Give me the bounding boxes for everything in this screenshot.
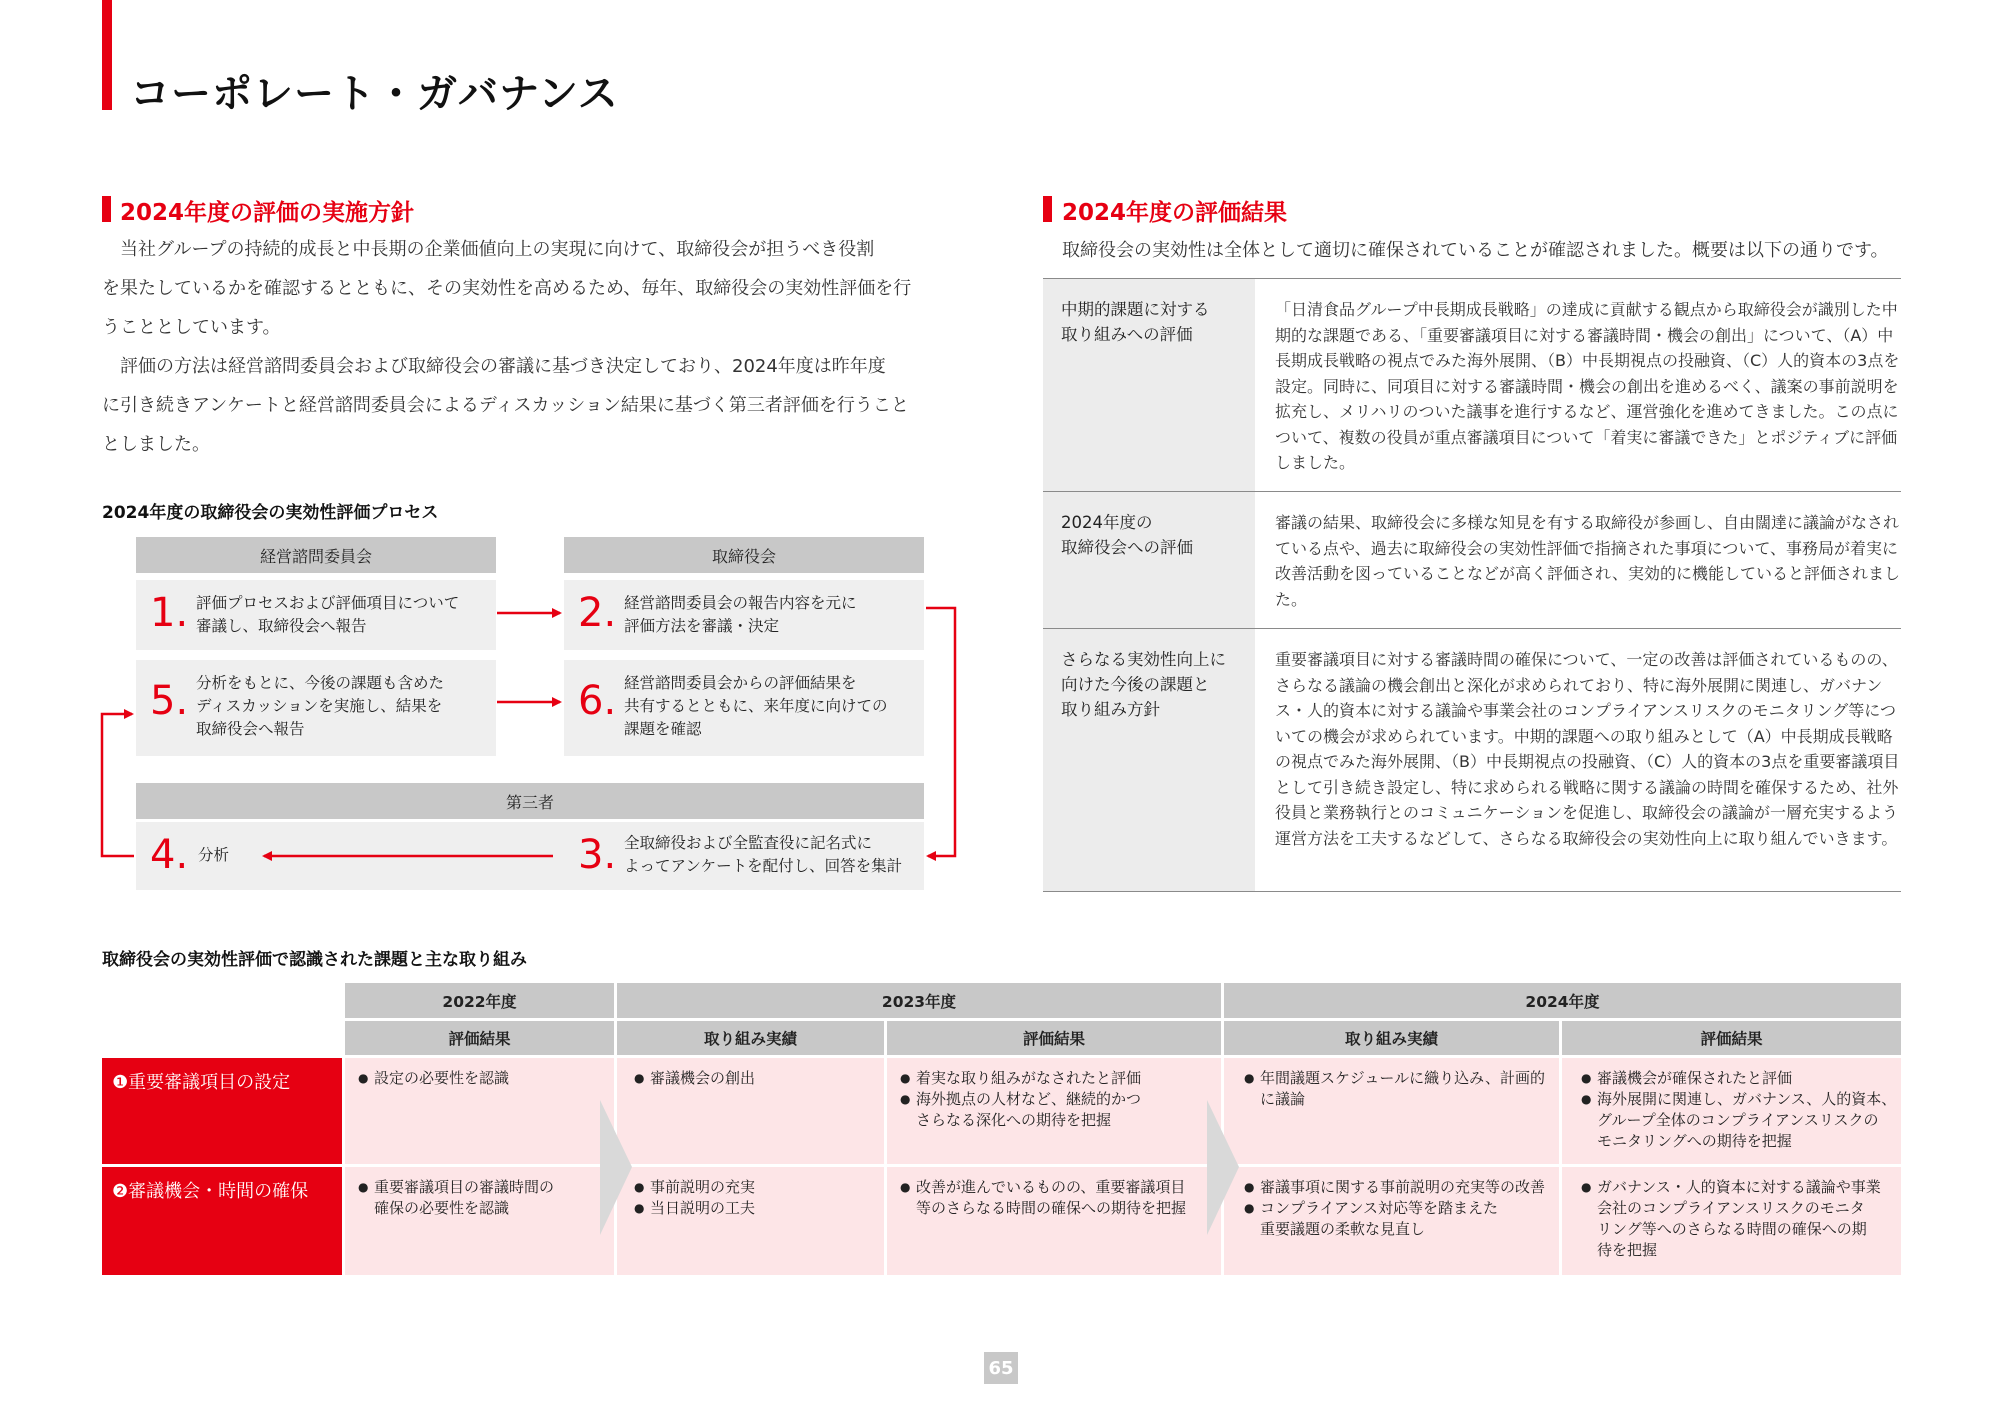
step-text: 分析 <box>198 846 230 864</box>
policy-line: 当社グループの持続的成長と中長期の企業価値向上の実現に向けて、取締役会が担うべき役割 <box>102 239 875 260</box>
subheader-actions-2023: 取り組み実績 <box>617 1021 884 1055</box>
bullet-item: ● 海外拠点の人材など、継続的かつ さらなる深化への期待を把握 <box>900 1089 1141 1131</box>
group-label-advisory: 経営諮問委員会 <box>136 537 496 573</box>
page-number: 65 <box>984 1352 1018 1384</box>
issue-bullets <box>358 1177 554 1219</box>
step-number: 6. <box>578 678 617 724</box>
bullet-item: ● コンプライアンス対応等を踏まえた 重要議題の柔軟な見直し <box>1244 1198 1545 1240</box>
bullet-item: ● ガバナンス・人的資本に対する議論や事業 会社のコンプライアンスリスクのモニタ リング等へのさらなる時間の確保への期 待を把握 <box>1581 1177 1881 1261</box>
bullet-item: ● 審議機会が確保されたと評価 <box>1581 1068 1896 1089</box>
results-heading: 2024年度の評価結果 <box>1062 200 1288 226</box>
issue-bullets <box>900 1068 1141 1131</box>
step-number: 3. <box>578 832 617 878</box>
policy-line: を果たしているかを確認するとともに、その実効性を高めるため、毎年、取締役会の実効性評価を行 <box>102 278 912 299</box>
subheader-actions-2024: 取り組み実績 <box>1224 1021 1559 1055</box>
issue-row-label: ❷審議機会・時間の確保 <box>102 1167 342 1275</box>
issue-row-label: ❶重要審議項目の設定 <box>102 1058 342 1164</box>
page-title: コーポレート・ガバナンス <box>130 71 619 117</box>
step-text: 分析をもとに、今後の課題も含めた ディスカッションを実施し、結果を 取締役会へ報告 <box>196 674 445 738</box>
chevron-right-icon <box>600 1100 632 1235</box>
step-number: 4. <box>150 832 189 878</box>
issue-bullets <box>1244 1177 1545 1240</box>
bullet-item: ● 海外展開に関連し、ガバナンス、人的資本、 グループ全体のコンプライアンスリスクの モニタリングへの期待を把握 <box>1581 1089 1896 1152</box>
step-text: 経営諮問委員会の報告内容を元に 評価方法を審議・決定 <box>624 594 857 635</box>
year-header-2023: 2023年度 <box>617 983 1221 1018</box>
results-row-body: 重要審議項目に対する審議時間の確保について、一定の改善は評価されているものの、さらなる議論の機会創出と深化が求められており、特に海外展開に関連し、ガバナンス・人的資本に対する議論や事業会社のコンプライアンスリスクのモニタリング等についての機会が求められています。中期的課題への取り組みとして（A）中長期成長戦略の視点でみた海外展開、（B）中長期視点の投融資、（C）人的資本の3点を重要審議項目として引き続き設定し、特に求められる戦略に関する議論の時間を確保するため、社外役員と業務執行とのコミュニケーションを促進し、取締役会の議論が一層充実するよう運営方法を工夫するなどして、さらなる取締役会の実効性向上に取り組んでいきます。 <box>1275 650 1900 848</box>
issues-heading: 取締役会の実効性評価で認識された課題と主な取り組み <box>102 950 527 970</box>
bullet-item: ● 年間議題スケジュールに織り込み、計画的 に議論 <box>1244 1068 1545 1110</box>
issue-bullets <box>900 1177 1186 1219</box>
results-row-body: 審議の結果、取締役会に多様な知見を有する取締役が参画し、自由闊達に議論がなされている点や、過去に取締役会の実効性評価で指摘された事項について、事務局が着実に改善活動を図っていることなどが高く評価され、実効的に機能していると評価されました。 <box>1275 513 1900 609</box>
process-heading: 2024年度の取締役会の実効性評価プロセス <box>102 503 439 523</box>
step-number: 2. <box>578 590 617 636</box>
issue-bullets <box>1581 1068 1896 1152</box>
bullet-item: ● 事前説明の充実 <box>634 1177 755 1198</box>
results-intro: 取締役会の実効性は全体として適切に確保されていることが確認されました。概要は以下の通りです。 <box>1062 240 1889 261</box>
policy-line: 評価の方法は経営諮問委員会および取締役会の審議に基づき決定しており、2024年度は昨年度 <box>102 356 886 377</box>
step-text: 経営諮問委員会からの評価結果を 共有するとともに、来年度に向けての 課題を確認 <box>624 674 888 738</box>
results-row-label: 中期的課題に対する 取り組みへの評価 <box>1043 279 1255 491</box>
bullet-item: ● 改善が進んでいるものの、重要審議項目 等のさらなる時間の確保への期待を把握 <box>900 1177 1186 1219</box>
results-row-label: さらなる実効性向上に 向けた今後の課題と 取り組み方針 <box>1043 629 1255 891</box>
subheader-evaluation-2024: 評価結果 <box>1562 1021 1901 1055</box>
step-text: 評価プロセスおよび評価項目について 審議し、取締役会へ報告 <box>196 594 460 635</box>
subheader-evaluation-2023: 評価結果 <box>887 1021 1221 1055</box>
policy-line: うこととしています。 <box>102 317 281 338</box>
bullet-item: ● 審議事項に関する事前説明の充実等の改善 <box>1244 1177 1545 1198</box>
year-header-2024: 2024年度 <box>1224 983 1901 1018</box>
policy-line: としました。 <box>102 434 210 455</box>
bullet-item: ● 当日説明の工夫 <box>634 1198 755 1219</box>
group-label-board: 取締役会 <box>564 537 924 573</box>
issue-bullets <box>1244 1068 1545 1110</box>
year-header-2022: 2022年度 <box>345 983 614 1018</box>
group-label-third-party: 第三者 <box>136 783 924 819</box>
step-text: 全取締役および全監査役に記名式に よってアンケートを配付し、回答を集計 <box>624 834 903 875</box>
results-row-label: 2024年度の 取締役会への評価 <box>1043 492 1255 628</box>
step-number: 5. <box>150 678 189 724</box>
bullet-item: ● 審議機会の創出 <box>634 1068 755 1089</box>
step-number: 1. <box>150 590 189 636</box>
chevron-right-icon <box>1207 1100 1239 1235</box>
results-row-body: 「日清食品グループ中長期成長戦略」の達成に貢献する観点から取締役会が識別した中期的な課題である、「重要審議項目に対する審議時間・機会の創出」について、（A）中長期成長戦略の視点でみた海外展開、（B）中長期視点の投融資、（C）人的資本の3点を設定。同時に、同項目に対する審議時間・機会の創出を進めるべく、議案の事前説明を拡充し、メリハリのついた議事を進行するなど、運営強化を進めてきました。この点について、複数の役員が重点審議項目について「着実に審議できた」とポジティブに評価しました。 <box>1275 300 1900 472</box>
issue-bullets <box>634 1068 755 1089</box>
policy-heading: 2024年度の評価の実施方針 <box>120 200 415 226</box>
bullet-item: ● 重要審議項目の審議時間の 確保の必要性を認識 <box>358 1177 554 1219</box>
issue-bullets <box>358 1068 509 1089</box>
policy-line: に引き続きアンケートと経営諮問委員会によるディスカッション結果に基づく第三者評価を行うこと <box>102 395 909 416</box>
subheader-evaluation-2022: 評価結果 <box>345 1021 614 1055</box>
issue-bullets <box>634 1177 755 1219</box>
bullet-item: ● 着実な取り組みがなされたと評価 <box>900 1068 1141 1089</box>
issue-bullets <box>1581 1177 1881 1261</box>
bullet-item: ● 設定の必要性を認識 <box>358 1068 509 1089</box>
